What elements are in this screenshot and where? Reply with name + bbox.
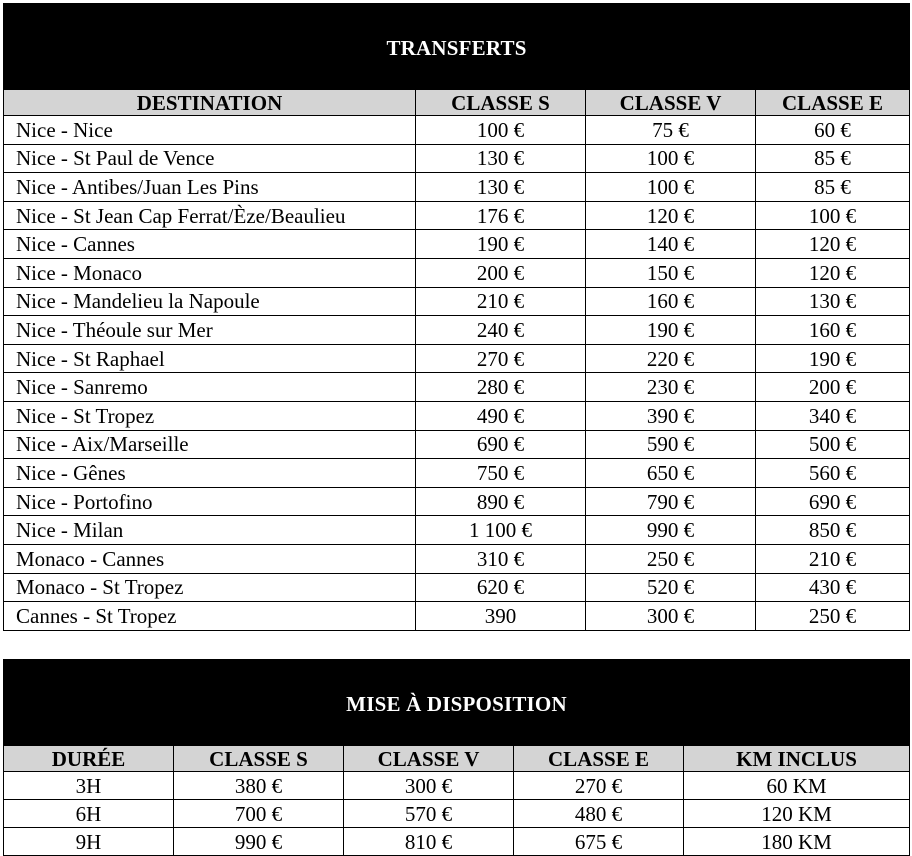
table-cell: 120 € — [756, 258, 910, 287]
table-cell: Nice - Portofino — [4, 487, 416, 516]
table-cell: 85 € — [756, 144, 910, 173]
table-cell: 560 € — [756, 459, 910, 488]
column-header: CLASSE S — [416, 90, 586, 116]
transferts-header-row — [4, 90, 910, 116]
table-cell: Nice - St Tropez — [4, 401, 416, 430]
table-cell: 120 € — [586, 201, 756, 230]
mise-a-disposition-title: MISE À DISPOSITION — [4, 660, 910, 746]
table-cell: Nice - St Paul de Vence — [4, 144, 416, 173]
table-cell: 990 € — [174, 828, 344, 856]
table-cell: 60 € — [756, 116, 910, 145]
table-cell: 270 € — [514, 772, 684, 800]
table-row — [4, 373, 910, 402]
table-cell: 130 € — [416, 144, 586, 173]
table-cell: 210 € — [756, 544, 910, 573]
table-cell: 200 € — [756, 373, 910, 402]
table-cell: 650 € — [586, 459, 756, 488]
table-cell: 120 € — [756, 230, 910, 259]
table-cell: 390 — [416, 602, 586, 631]
table-cell: 180 KM — [684, 828, 910, 856]
table-cell: 500 € — [756, 430, 910, 459]
table-cell: 230 € — [586, 373, 756, 402]
table-cell: Nice - Mandelieu la Napoule — [4, 287, 416, 316]
table-row — [4, 144, 910, 173]
table-row — [4, 828, 910, 856]
table-cell: Nice - Monaco — [4, 258, 416, 287]
table-row — [4, 516, 910, 545]
table-cell: 160 € — [756, 316, 910, 345]
table-cell: 300 € — [586, 602, 756, 631]
table-cell: 100 € — [756, 201, 910, 230]
table-row — [4, 800, 910, 828]
table-cell: 130 € — [416, 173, 586, 202]
table-row — [4, 258, 910, 287]
table-row — [4, 230, 910, 259]
column-header: CLASSE E — [514, 746, 684, 772]
table-row — [4, 573, 910, 602]
table-cell: Nice - St Raphael — [4, 344, 416, 373]
table-cell: 750 € — [416, 459, 586, 488]
table-cell: 240 € — [416, 316, 586, 345]
table-cell: Nice - Sanremo — [4, 373, 416, 402]
table-cell: Nice - Gênes — [4, 459, 416, 488]
table-cell: 176 € — [416, 201, 586, 230]
column-header: CLASSE S — [174, 746, 344, 772]
table-cell: 570 € — [344, 800, 514, 828]
table-cell: 380 € — [174, 772, 344, 800]
column-header: CLASSE V — [586, 90, 756, 116]
table-cell: 200 € — [416, 258, 586, 287]
table-cell: 810 € — [344, 828, 514, 856]
column-header: CLASSE V — [344, 746, 514, 772]
table-cell: 490 € — [416, 401, 586, 430]
table-cell: 100 € — [586, 173, 756, 202]
table-cell: Nice - Cannes — [4, 230, 416, 259]
transferts-title: TRANSFERTS — [4, 4, 910, 90]
table-cell: Monaco - Cannes — [4, 544, 416, 573]
table-row — [4, 287, 910, 316]
table-cell: 60 KM — [684, 772, 910, 800]
table-cell: 100 € — [416, 116, 586, 145]
table-cell: 250 € — [756, 602, 910, 631]
table-cell: 75 € — [586, 116, 756, 145]
table-cell: 160 € — [586, 287, 756, 316]
table-cell: Nice - Milan — [4, 516, 416, 545]
table-cell: 140 € — [586, 230, 756, 259]
table-cell: 520 € — [586, 573, 756, 602]
table-cell: 150 € — [586, 258, 756, 287]
table-cell: 280 € — [416, 373, 586, 402]
table-cell: 990 € — [586, 516, 756, 545]
table-cell: 9H — [4, 828, 174, 856]
table-row — [4, 544, 910, 573]
table-cell: 210 € — [416, 287, 586, 316]
column-header: CLASSE E — [756, 90, 910, 116]
table-cell: 6H — [4, 800, 174, 828]
table-cell: 850 € — [756, 516, 910, 545]
table-cell: 1 100 € — [416, 516, 586, 545]
table-row — [4, 173, 910, 202]
table-cell: 620 € — [416, 573, 586, 602]
table-cell: Monaco - St Tropez — [4, 573, 416, 602]
table-cell: 85 € — [756, 173, 910, 202]
table-row — [4, 459, 910, 488]
table-cell: Cannes - St Tropez — [4, 602, 416, 631]
mise-a-disposition-table — [3, 659, 910, 856]
column-header: DURÉE — [4, 746, 174, 772]
table-cell: Nice - Nice — [4, 116, 416, 145]
table-cell: 270 € — [416, 344, 586, 373]
table-row — [4, 316, 910, 345]
table-cell: 890 € — [416, 487, 586, 516]
table-cell: 790 € — [586, 487, 756, 516]
table-row — [4, 401, 910, 430]
table-cell: 390 € — [586, 401, 756, 430]
table-cell: 340 € — [756, 401, 910, 430]
table-cell: Nice - Antibes/Juan Les Pins — [4, 173, 416, 202]
table-cell: 590 € — [586, 430, 756, 459]
table-cell: 690 € — [756, 487, 910, 516]
table-row — [4, 487, 910, 516]
table-cell: 700 € — [174, 800, 344, 828]
column-header: DESTINATION — [4, 90, 416, 116]
table-cell: 675 € — [514, 828, 684, 856]
table-cell: Nice - St Jean Cap Ferrat/Èze/Beaulieu — [4, 201, 416, 230]
table-cell: 190 € — [416, 230, 586, 259]
table-row — [4, 201, 910, 230]
column-header: KM INCLUS — [684, 746, 910, 772]
table-cell: 480 € — [514, 800, 684, 828]
table-cell: 3H — [4, 772, 174, 800]
table-cell: 310 € — [416, 544, 586, 573]
table-row — [4, 602, 910, 631]
table-cell: 430 € — [756, 573, 910, 602]
table-cell: 300 € — [344, 772, 514, 800]
table-row — [4, 430, 910, 459]
table-cell: Nice - Aix/Marseille — [4, 430, 416, 459]
table-cell: 190 € — [756, 344, 910, 373]
table-cell: 190 € — [586, 316, 756, 345]
table-cell: 130 € — [756, 287, 910, 316]
table-row — [4, 344, 910, 373]
table-cell: 250 € — [586, 544, 756, 573]
table-cell: 690 € — [416, 430, 586, 459]
table-cell: 120 KM — [684, 800, 910, 828]
table-cell: 220 € — [586, 344, 756, 373]
transferts-table — [3, 3, 910, 631]
table-cell: 100 € — [586, 144, 756, 173]
table-row — [4, 116, 910, 145]
table-row — [4, 772, 910, 800]
mise-header-row — [4, 746, 910, 772]
table-cell: Nice - Théoule sur Mer — [4, 316, 416, 345]
